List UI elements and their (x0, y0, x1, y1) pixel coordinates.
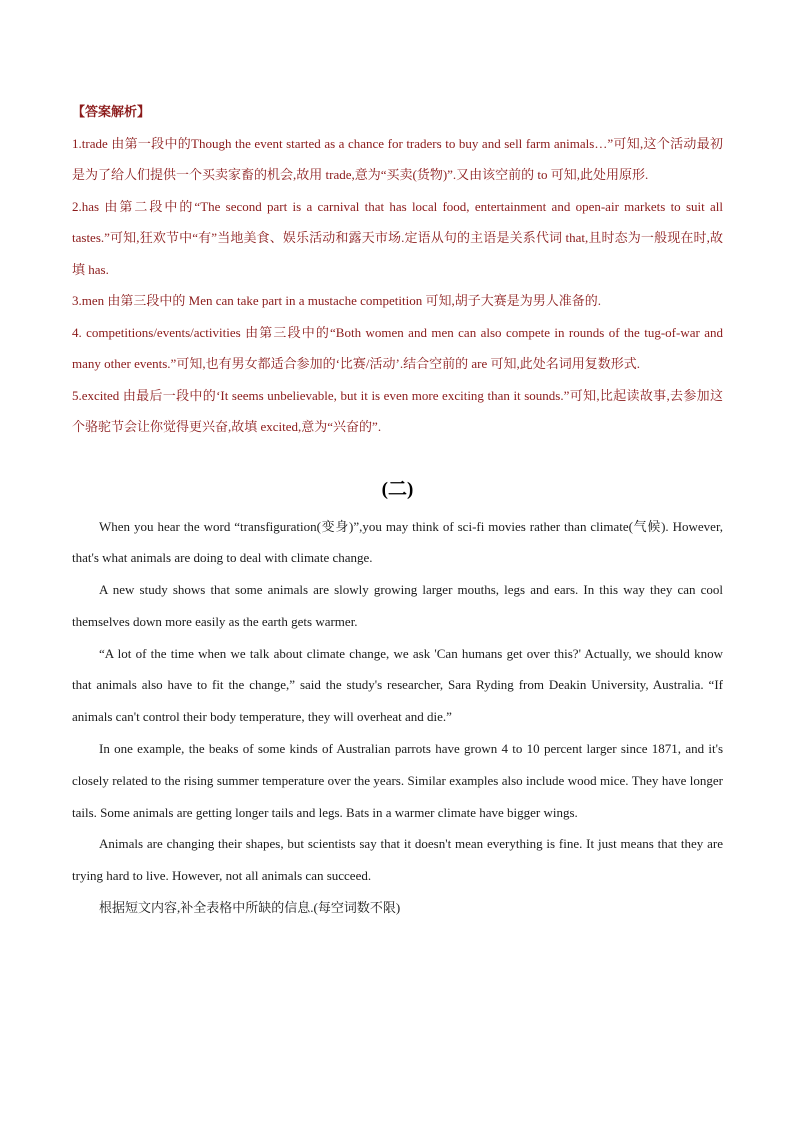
passage-paragraph-2: A new study shows that some animals are slowly growing larger mouths, legs and ears. In this way they can cool themselves down more easily as the earth gets warmer. (72, 582, 723, 629)
answer-item-4: 4. competitions/events/activities 由第三段中的“Both women and men can also compete in rounds of the tug-of-war and many other events.”可知,也有男女都适合参加的‘比赛/活动’.结合空前的 are 可知,此处名词用复数形式. (72, 324, 723, 371)
reading-passage (72, 511, 723, 924)
passage-paragraph-1: When you hear the word “transfiguration(变身)”,you may think of sci-fi movies rather than climate(气候). However, that's what animals are doing to deal with climate change. (72, 518, 723, 566)
passage-paragraph-5: Animals are changing their shapes, but scientists say that it doesn't mean everything is fine. It just means that they are trying hard to live. However, not all animals can succeed. (72, 836, 723, 884)
answer-analysis (72, 96, 723, 443)
task-instruction: 根据短文内容,补全表格中所缺的信息.(每空词数不限) (99, 900, 401, 916)
section-title: (二) (381, 478, 414, 500)
passage-paragraph-3: “A lot of the time when we talk about climate change, we ask 'Can humans get over this?' Actually, we should know that animals also have to fit the change,” said the study's researcher, Sara Ryding from Deakin University, Australia. “If animals can't control their body temperature, they will overheat and die.” (72, 645, 723, 725)
answer-item-2: 2.has 由第二段中的“The second part is a carnival that has local food, entertainment and open-air markets to suit all tastes.”可知,狂欢节中“有”当地美食、娱乐活动和露天市场.定语从句的主语是关系代词 that,且时态为一般现在时,故填 has. (72, 198, 723, 277)
answer-item-1: 1.trade 由第一段中的Though the event started as a chance for traders to buy and sell farm animals…”可知,这个活动最初是为了给人们提供一个买卖家畜的机会,故用 trade,意为“买卖(货物)”.又由该空前的 to 可知,此处用原形. (72, 135, 723, 182)
passage-paragraph-4: In one example, the beaks of some kinds of Australian parrots have grown 4 to 10 percent larger since 1871, and it's closely related to the rising summer temperature over the years. Similar examples also include wood mice. They have longer tails. Some animals are getting longer tails and legs. Bats in a warmer climate have bigger wings. (72, 741, 723, 820)
answer-heading: 【答案解析】 (72, 104, 151, 119)
answer-item-3: 3.men 由第三段中的 Men can take part in a mustache competition 可知,胡子大赛是为男人准备的. (72, 293, 601, 308)
answer-item-5: 5.excited 由最后一段中的‘It seems unbelievable, but it is even more exciting than it sounds.”可知,比起读故事,去参加这个骆驼节会让你觉得更兴奋,故填 excited,意为“兴奋的”. (72, 387, 723, 434)
document-page (72, 96, 723, 924)
